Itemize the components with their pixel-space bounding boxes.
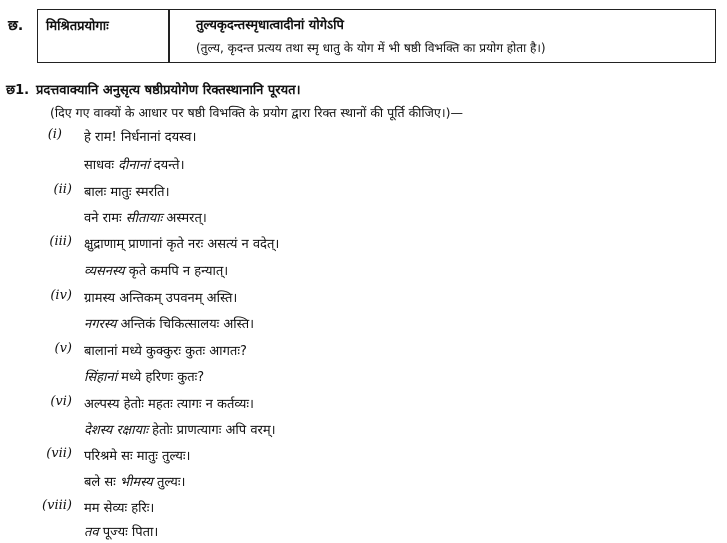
item-number: (i)	[47, 127, 62, 142]
header-rule-explanation: (तुल्य, कृदन्त प्रत्यय तथा स्मृ धातु के योग में भी षष्ठी विभक्ति का प्रयोग होता है।)	[196, 41, 546, 55]
answer-suffix: हेतोः प्राणत्यागः अपि वरम्।	[148, 423, 276, 438]
item-answer	[84, 522, 158, 540]
answer-fill: भीमस्य	[119, 475, 153, 490]
answer-fill: तव	[84, 525, 99, 540]
answer-fill: देशस्य रक्षायाः	[84, 423, 149, 438]
item-number: (iii)	[49, 234, 72, 249]
item-sentence: अल्पस्य हेतोः महतः त्यागः न कर्तव्यः।	[84, 397, 254, 412]
item-number: (vii)	[46, 446, 72, 461]
header-rule-title: तुल्यकृदन्तस्मृधात्वादीनां योगेऽपि	[196, 18, 344, 33]
answer-prefix: वने रामः	[84, 211, 126, 226]
item-answer	[84, 314, 254, 332]
item-sentence: हे राम! निर्धनानां दयस्व।	[84, 130, 197, 145]
answer-suffix: दयन्ते।	[149, 158, 185, 173]
answer-fill: सिंहानां	[84, 370, 118, 385]
answer-fill: सीतायाः	[125, 211, 163, 226]
question-marker: छ1.	[6, 83, 30, 98]
answer-suffix: अन्तिकं चिकित्सालयः अस्ति।	[116, 317, 255, 332]
answer-suffix: पूज्यः पिता।	[98, 525, 159, 540]
answer-fill: व्यसनस्य	[84, 264, 125, 279]
item-answer	[84, 155, 185, 173]
answer-suffix: अस्मरत्।	[162, 211, 207, 226]
answer-prefix: बले सः	[84, 475, 120, 490]
item-sentence: बालः मातुः स्मरति।	[84, 185, 170, 200]
answer-fill: नगरस्य	[84, 317, 117, 332]
item-number: (iv)	[50, 288, 72, 303]
item-answer	[84, 261, 228, 279]
header-table	[37, 9, 716, 63]
question-title: प्रदत्तवाक्यानि अनुसृत्य षष्ठीप्रयोगेण रिक्तस्थानानि पूरयत।	[36, 83, 301, 98]
item-sentence: क्षुद्राणाम् प्राणानां कृते नरः असत्यं न वदेत्।	[84, 237, 280, 252]
item-sentence: परिश्रमे सः मातुः तुल्यः।	[84, 449, 191, 464]
item-sentence: ग्रामस्य अन्तिकम् उपवनम् अस्ति।	[84, 291, 238, 306]
header-divider	[168, 10, 170, 62]
answer-suffix: मध्ये हरिणः कुतः?	[117, 370, 205, 385]
item-sentence: बालानां मध्ये कुक्कुरः कुतः आगतः?	[84, 344, 247, 359]
answer-suffix: कृते कमपि न हन्यात्।	[124, 264, 229, 279]
question-instruction: (दिए गए वाक्यों के आधार पर षष्ठी विभक्ति के प्रयोग द्वारा रिक्त स्थानों की पूर्ति कीजिए।)—	[50, 105, 463, 120]
item-number: (ii)	[53, 182, 72, 197]
item-answer	[84, 208, 207, 226]
answer-prefix: साधवः	[84, 158, 119, 173]
item-answer	[84, 420, 276, 438]
item-answer	[84, 472, 185, 490]
item-number: (vi)	[50, 394, 72, 409]
item-number: (v)	[54, 341, 72, 356]
item-answer	[84, 367, 204, 385]
section-marker: छ.	[8, 18, 24, 34]
item-number: (viii)	[42, 498, 72, 513]
answer-fill: दीनानां	[118, 158, 150, 173]
answer-suffix: तुल्यः।	[152, 475, 186, 490]
header-left-cell: मिश्रितप्रयोगाः	[46, 19, 109, 34]
item-sentence: मम सेव्यः हरिः।	[84, 501, 155, 516]
